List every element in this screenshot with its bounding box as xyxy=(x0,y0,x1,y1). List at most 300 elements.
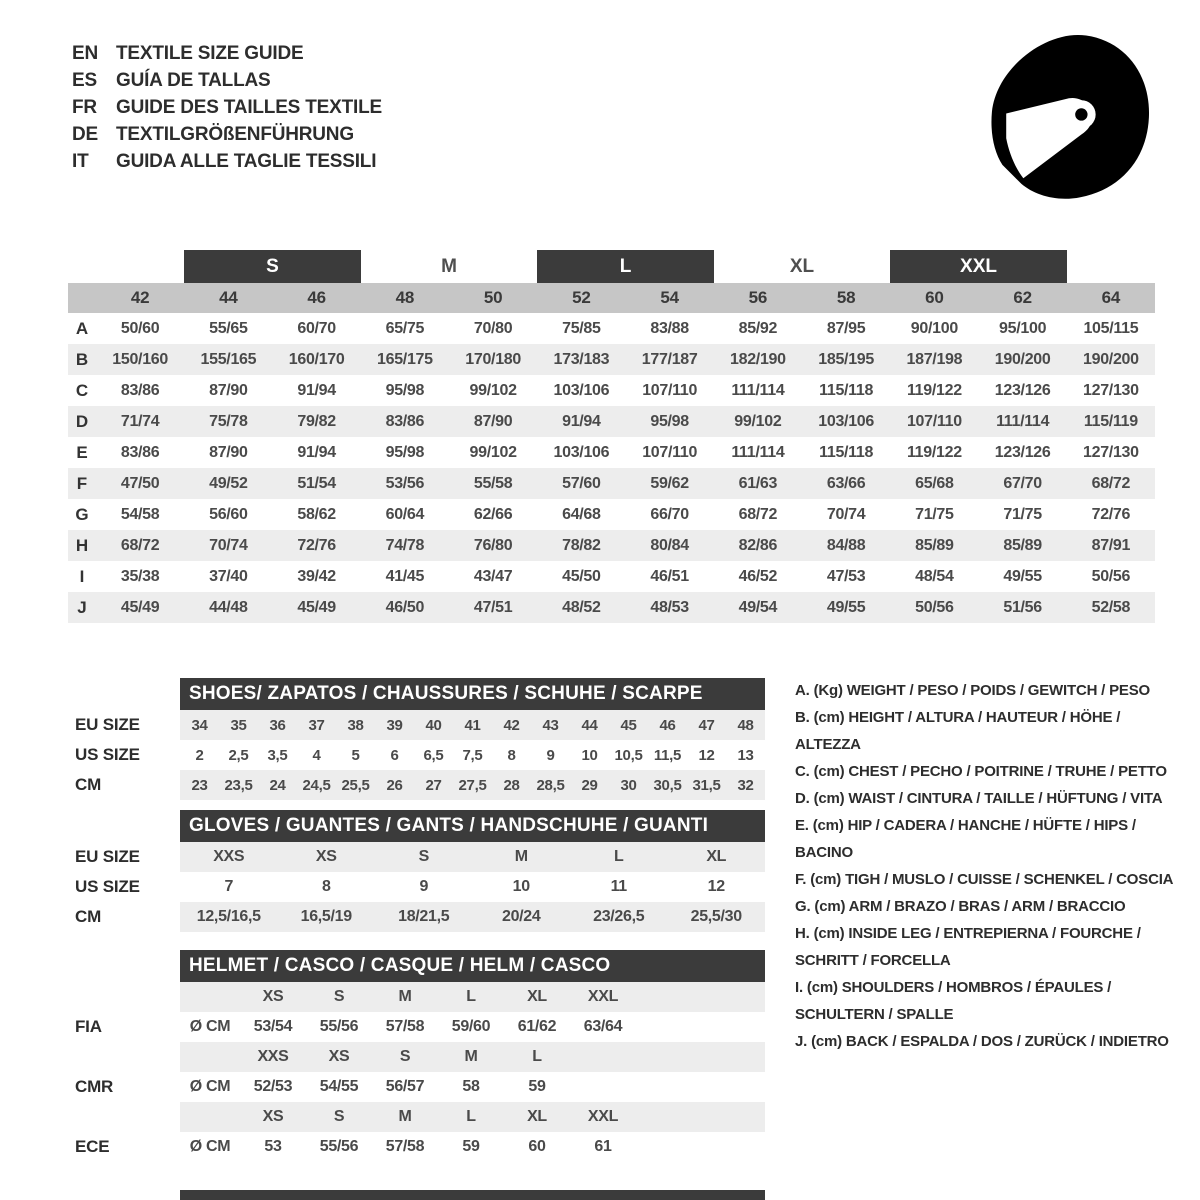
size-value: 83/86 xyxy=(120,443,160,461)
measurement-row-d xyxy=(68,406,1155,437)
row-label: US SIZE xyxy=(75,745,140,764)
size-value: 46/50 xyxy=(385,598,425,616)
shoes-section-header: SHOES/ ZAPATOS / CHAUSSURES / SCHUHE / SCARPE xyxy=(180,678,765,710)
size-value: 9 xyxy=(546,746,555,764)
size-value: 99/102 xyxy=(734,412,782,430)
size-value: 45/50 xyxy=(562,567,601,585)
helmet-size-label: XXL xyxy=(587,988,619,1005)
size-value: 68/72 xyxy=(1091,474,1131,492)
helmet-size-label: S xyxy=(333,988,345,1005)
size-value: 46/52 xyxy=(738,567,778,585)
language-code: IT xyxy=(72,150,89,172)
size-value: 49/55 xyxy=(826,598,866,616)
size-value: 71/74 xyxy=(120,412,160,430)
size-value: 50/56 xyxy=(915,598,954,616)
row-letter: C xyxy=(75,380,89,400)
numeric-size: 56 xyxy=(748,288,768,307)
size-value: 50/60 xyxy=(120,319,160,337)
size-value: 82/86 xyxy=(738,536,778,554)
section-row-eu-size xyxy=(68,710,765,740)
legend-item: C. (cm) CHEST / PECHO / POITRINE / TRUHE / PETTO xyxy=(795,763,1167,780)
language-row xyxy=(72,67,382,94)
language-row xyxy=(72,40,382,67)
size-value: 58/62 xyxy=(297,505,336,523)
size-value: 103/106 xyxy=(553,443,610,461)
row-cells xyxy=(180,770,765,800)
numeric-size: 64 xyxy=(1101,288,1121,307)
size-value: 27,5 xyxy=(458,776,487,794)
racing-helmet-icon xyxy=(973,26,1165,202)
size-value: 32 xyxy=(737,776,754,794)
size-value: 8 xyxy=(507,746,516,764)
numeric-size: 58 xyxy=(836,288,856,307)
language-title: GUIDE DES TAILLES TEXTILE xyxy=(116,96,382,118)
size-value: 12 xyxy=(698,746,715,764)
helmet-size-value: 57/58 xyxy=(385,1018,425,1035)
helmet-size-labels xyxy=(180,982,765,1012)
size-value: 16,5/19 xyxy=(300,908,352,925)
helmet-size-label: XL xyxy=(527,988,547,1005)
helmet-size-value: 59 xyxy=(528,1078,546,1095)
size-value: 45/49 xyxy=(120,598,160,616)
size-value: 111/114 xyxy=(731,443,785,461)
size-value: XS xyxy=(315,848,337,865)
size-value: 57/60 xyxy=(562,474,601,492)
language-row xyxy=(72,94,382,121)
size-value: 18/21,5 xyxy=(398,908,450,925)
helmet-size-labels xyxy=(180,1042,765,1072)
size-value: 27 xyxy=(425,776,442,794)
row-label-empty xyxy=(68,982,180,1012)
size-value: 56/60 xyxy=(209,505,248,523)
size-value: 54/58 xyxy=(120,505,160,523)
size-value: 35 xyxy=(230,716,247,734)
helmet-size-label: L xyxy=(532,1048,542,1065)
size-value: 68/72 xyxy=(120,536,160,554)
size-value: 41 xyxy=(464,716,481,734)
numeric-size: 60 xyxy=(925,288,944,307)
measurement-row-c xyxy=(68,375,1155,406)
size-value: 4 xyxy=(312,746,321,764)
size-value: 95/98 xyxy=(385,381,425,399)
size-value: 8 xyxy=(321,878,331,895)
size-value: 87/90 xyxy=(473,412,513,430)
size-value: 85/89 xyxy=(1003,536,1042,554)
row-letter: A xyxy=(75,318,89,338)
helmet-size-header-row-ece xyxy=(68,1102,765,1132)
row-letter: F xyxy=(76,473,88,493)
helmet-size-value: 54/55 xyxy=(319,1078,359,1095)
size-value: 127/130 xyxy=(1083,443,1139,461)
size-group-l: L xyxy=(537,250,714,283)
size-value: 170/180 xyxy=(465,350,521,368)
row-label: CM xyxy=(75,775,102,794)
size-value: 70/74 xyxy=(209,536,248,554)
size-value: 49/52 xyxy=(209,474,248,492)
size-value: 115/118 xyxy=(819,443,874,461)
size-value: 47/53 xyxy=(826,567,866,585)
size-value: 72/76 xyxy=(297,536,336,554)
size-value: 87/95 xyxy=(826,319,866,337)
standard-label: CMR xyxy=(75,1077,114,1096)
helmet-size-value: 52/53 xyxy=(253,1078,293,1095)
row-label-empty xyxy=(68,1102,180,1132)
helmet-size-label: L xyxy=(466,1108,476,1125)
size-value: 10 xyxy=(581,746,598,764)
language-code: FR xyxy=(72,96,97,118)
measurement-row-j xyxy=(68,592,1155,623)
helmet-size-header-row-cmr xyxy=(68,1042,765,1072)
row-cells xyxy=(180,842,765,872)
helmet-size-value: 59/60 xyxy=(451,1018,491,1035)
helmet-size-value: 61 xyxy=(594,1138,612,1155)
size-value: 47/51 xyxy=(473,598,513,616)
row-cells xyxy=(180,710,765,740)
size-value: 51/56 xyxy=(1003,598,1042,616)
size-value: 37 xyxy=(308,716,325,734)
size-value: 119/122 xyxy=(906,443,962,461)
legend-item: F. (cm) TIGH / MUSLO / CUISSE / SCHENKEL / COSCIA xyxy=(795,871,1174,888)
size-value: 23/26,5 xyxy=(593,908,645,925)
size-value: 74/78 xyxy=(385,536,425,554)
legend-item: B. (cm) HEIGHT / ALTURA / HAUTEUR / HÖHE / ALTEZZA xyxy=(795,709,1121,753)
size-value: 24,5 xyxy=(302,776,331,794)
size-value: XXS xyxy=(213,848,245,865)
size-value: 47 xyxy=(698,716,715,734)
size-value: 64/68 xyxy=(562,505,601,523)
size-value: 20/24 xyxy=(501,908,541,925)
helmet-size-label: S xyxy=(399,1048,411,1065)
legend-item: I. (cm) SHOULDERS / HOMBROS / ÉPAULES / SCHULTERN / SPALLE xyxy=(795,979,1112,1023)
helmet-size-value: 56/57 xyxy=(385,1078,425,1095)
size-value: 123/126 xyxy=(994,443,1051,461)
size-value: 39/42 xyxy=(297,567,336,585)
size-value: 68/72 xyxy=(738,505,778,523)
size-value: 23,5 xyxy=(224,776,253,794)
helmet-size-value: 57/58 xyxy=(385,1138,425,1155)
helmet-size-label: M xyxy=(398,1108,412,1125)
language-title-block xyxy=(72,40,382,175)
helmet-size-label: XS xyxy=(262,988,284,1005)
size-value: 75/78 xyxy=(209,412,248,430)
size-value: 31,5 xyxy=(692,776,721,794)
size-value: 25,5/30 xyxy=(690,908,742,925)
section-row-cm xyxy=(68,770,765,800)
size-value: 23 xyxy=(191,776,208,794)
measurement-row-i xyxy=(68,561,1155,592)
helmet-size-label: XS xyxy=(262,1108,284,1125)
helmet-value-row-cmr xyxy=(68,1072,765,1102)
helmet-rows xyxy=(68,982,765,1162)
size-value: 50/56 xyxy=(1091,567,1131,585)
size-group-xl: XL xyxy=(789,256,815,277)
size-group-xxl: XXL xyxy=(890,250,1067,283)
size-value: 107/110 xyxy=(642,381,698,399)
size-value: 70/74 xyxy=(826,505,866,523)
size-value: 83/86 xyxy=(120,381,160,399)
size-value: 111/114 xyxy=(996,412,1050,430)
size-group-row xyxy=(68,250,1155,283)
size-value: 34 xyxy=(191,716,208,734)
size-value: 25,5 xyxy=(341,776,370,794)
size-value: 6 xyxy=(390,746,399,764)
measurement-legend xyxy=(795,677,1177,1055)
helmet-section-header: HELMET / CASCO / CASQUE / HELM / CASCO xyxy=(180,950,765,982)
helmet-size-label: L xyxy=(466,988,476,1005)
size-value: 30 xyxy=(620,776,637,794)
size-value: 111/114 xyxy=(731,381,785,399)
size-value: 185/195 xyxy=(818,350,874,368)
size-value: 87/90 xyxy=(209,443,248,461)
size-value: 103/106 xyxy=(553,381,610,399)
size-value: 160/170 xyxy=(288,350,345,368)
size-value: 48/54 xyxy=(915,567,954,585)
size-value: 91/94 xyxy=(297,443,336,461)
size-value: 103/106 xyxy=(818,412,874,430)
textile-size-table xyxy=(68,250,1155,623)
size-value: 36 xyxy=(269,716,286,734)
size-value: S xyxy=(418,848,429,865)
size-value: 2 xyxy=(195,746,204,764)
size-value: 150/160 xyxy=(112,350,168,368)
helmet-size-label: S xyxy=(333,1108,345,1125)
numeric-size: 52 xyxy=(572,288,591,307)
row-label: CM xyxy=(75,907,102,926)
size-value: 29 xyxy=(581,776,598,794)
size-value: M xyxy=(514,848,528,865)
size-value: 48/52 xyxy=(562,598,601,616)
size-value: 155/165 xyxy=(200,350,257,368)
size-value: 43/47 xyxy=(473,567,513,585)
size-value: 62/66 xyxy=(473,505,513,523)
size-value: 49/55 xyxy=(1003,567,1042,585)
size-value: 79/82 xyxy=(297,412,336,430)
language-row xyxy=(72,121,382,148)
language-title: GUÍA DE TALLAS xyxy=(116,69,271,91)
row-letter: D xyxy=(75,411,89,431)
size-value: 91/94 xyxy=(562,412,601,430)
helmet-size-label: XXS xyxy=(257,1048,289,1065)
section-row-us-size xyxy=(68,872,765,902)
size-value: L xyxy=(614,848,624,865)
diameter-unit: Ø CM xyxy=(189,1078,231,1095)
legend-item: H. (cm) INSIDE LEG / ENTREPIERNA / FOURCHE / SCHRITT / FORCELLA xyxy=(795,925,1141,969)
row-label: EU SIZE xyxy=(75,847,140,866)
size-value: 83/86 xyxy=(385,412,425,430)
diameter-unit: Ø CM xyxy=(189,1018,231,1035)
language-code: DE xyxy=(72,123,98,145)
size-value: 90/100 xyxy=(910,319,958,337)
size-value: 12,5/16,5 xyxy=(196,908,261,925)
size-value: 10 xyxy=(512,878,530,895)
measurement-row-f xyxy=(68,468,1155,499)
legend-item: D. (cm) WAIST / CINTURA / TAILLE / HÜFTUNG / VITA xyxy=(795,790,1163,807)
row-label: EU SIZE xyxy=(75,715,140,734)
numeric-size-row xyxy=(68,283,1155,313)
size-value: 95/98 xyxy=(650,412,689,430)
measurement-row-h xyxy=(68,530,1155,561)
size-value: 55/58 xyxy=(473,474,513,492)
size-value: 127/130 xyxy=(1083,381,1139,399)
section-row-us-size xyxy=(68,740,765,770)
size-value: 44/48 xyxy=(209,598,248,616)
size-value: 70/80 xyxy=(473,319,513,337)
language-code: EN xyxy=(72,42,98,64)
size-group-m: M xyxy=(441,256,457,277)
cropped-section-bar xyxy=(180,1190,765,1200)
helmet-size-value: 63/64 xyxy=(583,1018,623,1035)
size-value: 72/76 xyxy=(1091,505,1131,523)
size-value: 44 xyxy=(581,716,598,734)
language-rows xyxy=(72,40,382,175)
section-row-eu-size xyxy=(68,842,765,872)
size-value: 67/70 xyxy=(1003,474,1042,492)
size-value: 190/200 xyxy=(994,350,1051,368)
row-cells xyxy=(180,740,765,770)
size-value: 46/51 xyxy=(650,567,689,585)
size-value: 66/70 xyxy=(650,505,689,523)
size-value: 85/92 xyxy=(738,319,778,337)
row-cells xyxy=(180,902,765,932)
helmet-size-label: M xyxy=(464,1048,478,1065)
row-letter: H xyxy=(75,535,89,555)
size-value: 24 xyxy=(269,776,286,794)
language-title: TEXTILE SIZE GUIDE xyxy=(116,42,304,64)
row-letter: B xyxy=(75,349,89,369)
size-value: 61/63 xyxy=(738,474,778,492)
size-value: 55/65 xyxy=(209,319,248,337)
size-value: 123/126 xyxy=(994,381,1051,399)
size-value: 51/54 xyxy=(297,474,336,492)
size-value: 95/98 xyxy=(385,443,425,461)
helmet-size-label: XXL xyxy=(587,1108,619,1125)
size-value: 173/183 xyxy=(553,350,610,368)
size-value: 65/68 xyxy=(915,474,954,492)
size-value: 60/64 xyxy=(385,505,425,523)
size-value: 39 xyxy=(386,716,403,734)
size-value: 48 xyxy=(737,716,754,734)
size-value: 11,5 xyxy=(653,746,682,764)
gloves-section-header: GLOVES / GUANTES / GANTS / HANDSCHUHE / GUANTI xyxy=(180,810,765,842)
helmet-size-value: 55/56 xyxy=(319,1138,359,1155)
language-code: ES xyxy=(72,69,97,91)
size-value: 190/200 xyxy=(1083,350,1139,368)
size-value: 83/88 xyxy=(650,319,689,337)
helmet-value-row-ece xyxy=(68,1132,765,1162)
size-group-s: S xyxy=(184,250,361,283)
size-value: 99/102 xyxy=(469,443,517,461)
size-value: 60/70 xyxy=(297,319,336,337)
row-letter: I xyxy=(79,566,85,586)
legend-item: J. (cm) BACK / ESPALDA / DOS / ZURÜCK / INDIETRO xyxy=(795,1033,1169,1050)
size-value: XL xyxy=(706,848,727,865)
row-cells xyxy=(180,872,765,902)
size-value: 105/115 xyxy=(1083,319,1139,337)
gloves-rows xyxy=(68,842,765,932)
size-value: 53/56 xyxy=(385,474,425,492)
size-value: 2,5 xyxy=(228,746,249,764)
size-value: 7,5 xyxy=(462,746,483,764)
legend-item: E. (cm) HIP / CADERA / HANCHE / HÜFTE / HIPS / BACINO xyxy=(795,817,1136,861)
size-value: 65/75 xyxy=(385,319,425,337)
size-value: 182/190 xyxy=(730,350,786,368)
helmet-size-label: XL xyxy=(527,1108,547,1125)
size-value: 45 xyxy=(620,716,637,734)
numeric-size: 48 xyxy=(395,288,415,307)
standard-label: ECE xyxy=(75,1137,110,1156)
measurement-row-a xyxy=(68,313,1155,344)
diameter-unit: Ø CM xyxy=(189,1138,231,1155)
size-value: 91/94 xyxy=(297,381,336,399)
size-value: 119/122 xyxy=(906,381,962,399)
language-row xyxy=(72,148,382,175)
size-value: 95/100 xyxy=(999,319,1047,337)
gloves-size-section xyxy=(68,810,765,932)
numeric-size: 54 xyxy=(660,288,679,307)
numeric-size: 62 xyxy=(1013,288,1032,307)
size-value: 28,5 xyxy=(536,776,565,794)
helmet-size-value: 61/62 xyxy=(517,1018,557,1035)
size-value: 71/75 xyxy=(1003,505,1042,523)
size-value: 177/187 xyxy=(641,350,698,368)
language-title: TEXTILGRÖßENFÜHRUNG xyxy=(116,123,354,145)
size-value: 10,5 xyxy=(614,746,643,764)
size-value: 35/38 xyxy=(120,567,160,585)
section-row-cm xyxy=(68,902,765,932)
helmet-size-section xyxy=(68,950,765,1162)
size-value: 9 xyxy=(419,878,429,895)
standard-label: FIA xyxy=(75,1017,102,1036)
shoes-size-section xyxy=(68,678,765,800)
helmet-values xyxy=(180,1012,765,1042)
helmet-size-label: XS xyxy=(328,1048,350,1065)
size-value: 99/102 xyxy=(469,381,517,399)
size-value: 43 xyxy=(542,716,559,734)
helmet-size-value: 55/56 xyxy=(319,1018,359,1035)
size-value: 63/66 xyxy=(826,474,866,492)
helmet-size-value: 58 xyxy=(462,1078,480,1095)
size-value: 115/119 xyxy=(1083,412,1138,430)
size-value: 48/53 xyxy=(650,598,689,616)
legend-item: G. (cm) ARM / BRAZO / BRAS / ARM / BRACCIO xyxy=(795,898,1126,915)
size-value: 107/110 xyxy=(906,412,962,430)
measurement-row-b xyxy=(68,344,1155,375)
size-value: 40 xyxy=(425,716,442,734)
size-value: 45/49 xyxy=(297,598,336,616)
size-value: 12 xyxy=(707,878,725,895)
numeric-size: 44 xyxy=(219,288,238,307)
size-value: 87/91 xyxy=(1091,536,1131,554)
size-value: 165/175 xyxy=(377,350,433,368)
size-value: 13 xyxy=(737,746,754,764)
size-value: 5 xyxy=(351,746,360,764)
size-value: 75/85 xyxy=(562,319,601,337)
size-value: 46 xyxy=(659,716,676,734)
row-letter: E xyxy=(76,442,88,462)
size-value: 26 xyxy=(386,776,403,794)
size-value: 107/110 xyxy=(642,443,698,461)
helmet-size-labels xyxy=(180,1102,765,1132)
helmet-size-value: 59 xyxy=(462,1138,480,1155)
helmet-values xyxy=(180,1132,765,1162)
helmet-size-header-row-fia xyxy=(68,982,765,1012)
size-value: 38 xyxy=(347,716,364,734)
row-label-empty xyxy=(68,1042,180,1072)
size-value: 78/82 xyxy=(562,536,601,554)
helmet-size-label: M xyxy=(398,988,412,1005)
size-value: 49/54 xyxy=(738,598,778,616)
row-letter: G xyxy=(75,504,89,524)
